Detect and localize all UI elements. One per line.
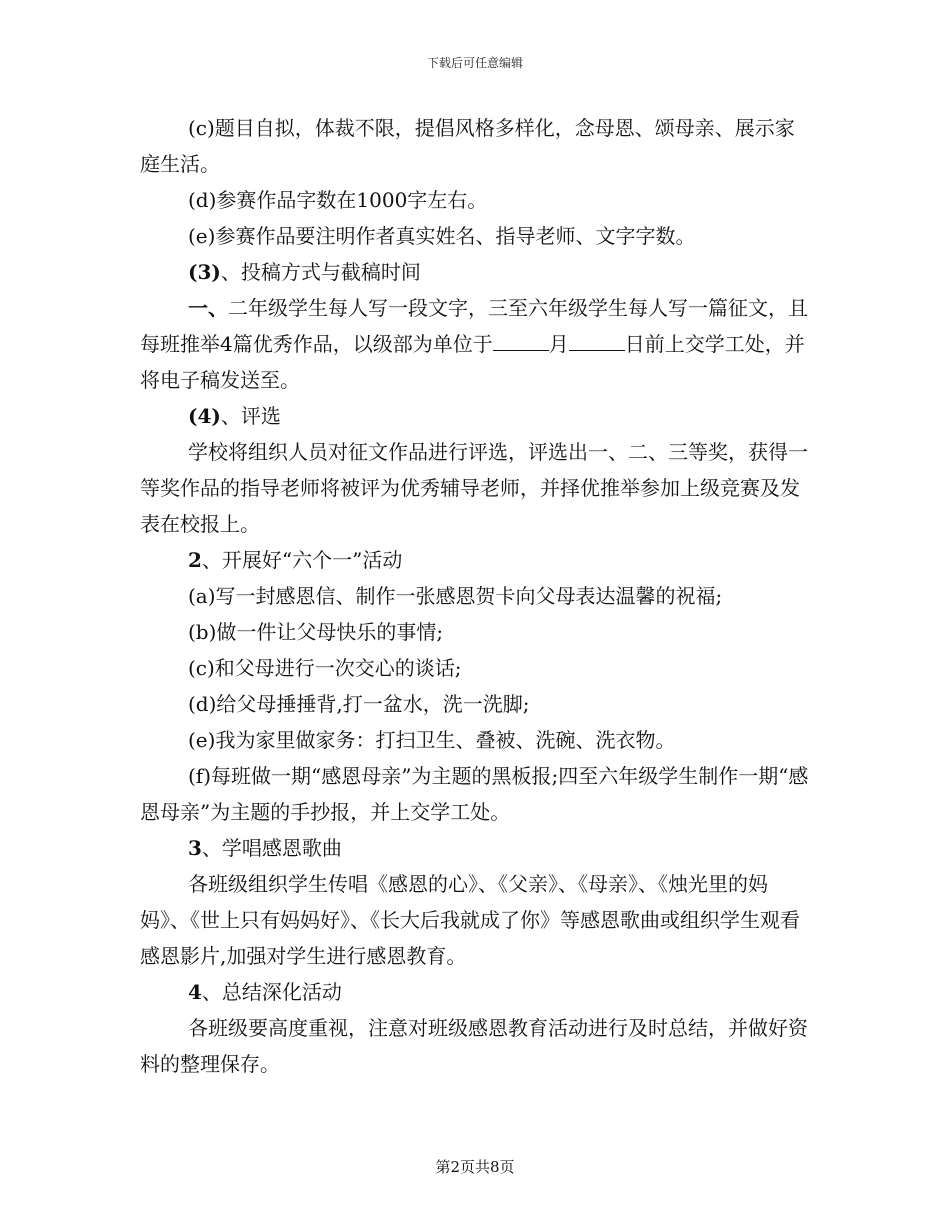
page-footer: 第2页共8页	[435, 1158, 515, 1176]
section-heading-3	[140, 254, 810, 290]
paragraph-selection: 学校将组织人员对征文作品进行评选，评选出一、二、三等奖，获得一等奖作品的指导老师将被评为优秀辅导老师，并择优推举参加上级竞赛及发表在校报上。	[140, 440, 808, 536]
month-label: 月	[548, 332, 569, 356]
section-number: 2	[188, 548, 202, 572]
section-title: 、总结深化活动	[201, 980, 342, 1004]
section-heading-4b	[140, 974, 810, 1010]
section-number: (3)	[188, 260, 221, 284]
section-heading-4	[140, 398, 810, 434]
section-title: 、投稿方式与截稿时间	[220, 260, 421, 284]
section-number: (4)	[188, 404, 221, 428]
blank-day	[569, 328, 625, 351]
paragraph-summary: 各班级要高度重视，注意对班级感恩教育活动进行及时总结，并做好资料的整理保存。	[140, 1016, 808, 1076]
section-title: 、评选	[220, 404, 281, 428]
paragraph-f: (f)每班做一期“感恩母亲”为主题的黑板报;四至六年级学生制作一期“感恩母亲”为主题的手抄报，并上交学工处。	[140, 764, 809, 824]
item-number: 一、	[188, 296, 228, 320]
section-heading-3b	[140, 830, 810, 866]
paragraph-songs: 各班级组织学生传唱《感恩的心》、《父亲》、《母亲》、《烛光里的妈妈》、《世上只有妈妈好》、《长大后我就成了你》等感恩歌曲或组织学生观看感恩影片,加强对学生进行感恩教育。	[140, 872, 800, 968]
paragraph-e: (e)参赛作品要注明作者真实姓名、指导老师、文字字数。	[188, 224, 696, 248]
paragraph-submission	[140, 290, 810, 398]
paragraph-e2: (e)我为家里做家务：打扫卫生、叠被、洗碗、洗衣物。	[188, 728, 676, 752]
blank-month	[493, 328, 549, 351]
section-number: 3	[188, 836, 202, 860]
paragraph-c: (c)题目自拟，体裁不限，提倡风格多样化，念母恩、颂母亲、展示家庭生活。	[140, 116, 795, 176]
paragraph-b: (b)做一件让父母快乐的事情;	[188, 620, 444, 644]
submission-text: 二年级学生每人写一段文字，三至六年级学生每人写一篇征文，且每班推举4篇优秀作品，以级部为单位于	[140, 296, 808, 356]
paragraph-d2: (d)给父母捶捶背,打一盆水，洗一洗脚;	[188, 692, 530, 716]
section-title: 、开展好“六个一”活动	[201, 548, 403, 572]
section-number: 4	[188, 980, 202, 1004]
submission-tail: 日前上交学工处，并将电子稿发送至。	[140, 332, 805, 392]
document-body	[140, 110, 810, 1082]
page-header: 下载后可任意编辑	[426, 56, 523, 70]
paragraph-c2: (c)和父母进行一次交心的谈话;	[188, 656, 462, 680]
section-heading-2	[140, 542, 810, 578]
section-title: 、学唱感恩歌曲	[201, 836, 342, 860]
paragraph-a: (a)写一封感恩信、制作一张感恩贺卡向父母表达温馨的祝福;	[188, 584, 723, 608]
paragraph-d: (d)参赛作品字数在1000字左右。	[188, 188, 488, 212]
